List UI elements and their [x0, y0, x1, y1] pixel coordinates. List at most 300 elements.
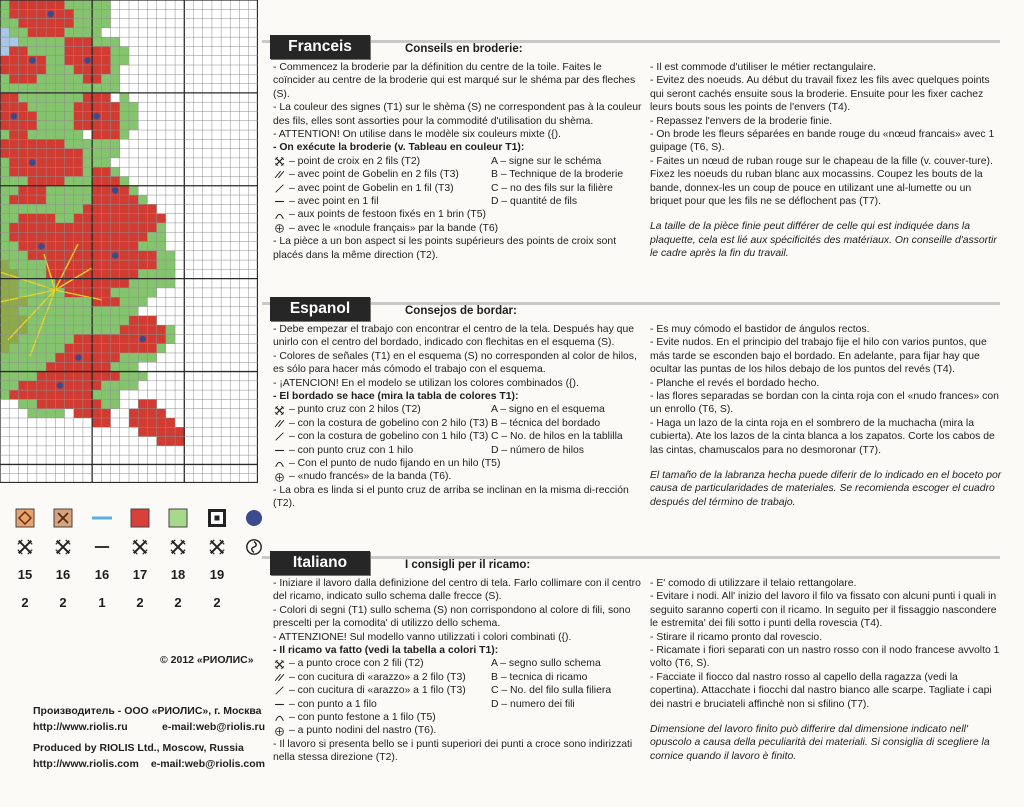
pattern-cell: [120, 334, 129, 343]
producer-en-contacts: [33, 758, 265, 770]
pattern-cell: [138, 372, 147, 381]
pattern-cell: [111, 149, 120, 158]
pattern-cell: [55, 149, 64, 158]
pattern-cell: [92, 288, 101, 297]
pattern-cell: [83, 204, 92, 213]
thread-code: 15: [17, 567, 33, 582]
french-knot-dot: [94, 113, 100, 119]
french-knot-dot: [112, 187, 118, 193]
pattern-cell: [28, 214, 37, 223]
stitch-description: – con cucitura di «arazzo» a 2 filo (T3): [289, 671, 466, 683]
pattern-cell: [28, 139, 37, 148]
pattern-cell: [129, 353, 138, 362]
pattern-cell: [129, 334, 138, 343]
pattern-cell: [120, 121, 129, 130]
pattern-cell: [83, 139, 92, 148]
pattern-cell: [9, 65, 18, 74]
pattern-cell: [74, 121, 83, 130]
pattern-cell: [138, 232, 147, 241]
pattern-cell: [0, 307, 9, 316]
pattern-cell: [9, 288, 18, 297]
pattern-cell: [55, 344, 64, 353]
pattern-cell: [65, 372, 74, 381]
pattern-cell: [74, 37, 83, 46]
pattern-cell: [111, 399, 120, 408]
pattern-cell: [111, 362, 120, 371]
stitch-description: – con la costura de gobelino con 1 hilo (T3): [289, 431, 489, 443]
pattern-cell: [83, 102, 92, 111]
pattern-cell: [120, 307, 129, 316]
pattern-cell: [28, 251, 37, 260]
pattern-cell: [83, 195, 92, 204]
pattern-cell: [92, 242, 101, 251]
pattern-cell: [65, 149, 74, 158]
pattern-cell: [9, 307, 18, 316]
tip-paragraph: - Evitez des noeuds. Au début du travail fixez les fils avec quelques points qui seront cachés ensuite sous la broderie. Ensuite pour les fixer cachez leurs bouts sous les points de l'envers (T4).: [650, 75, 990, 114]
pattern-cell: [101, 334, 110, 343]
tip-paragraph: - Repassez l'envers de la broderie finie.: [650, 115, 833, 127]
stitch-description: – a punto croce con 2 fili (T2): [289, 658, 424, 670]
pattern-cell: [37, 84, 46, 93]
pattern-cell: [129, 418, 138, 427]
pattern-cell: [101, 418, 110, 427]
section-spanish: [262, 297, 1024, 537]
pattern-cell: [55, 102, 64, 111]
pattern-cell: [157, 214, 166, 223]
pattern-cell: [9, 176, 18, 185]
pattern-cell: [157, 409, 166, 418]
tip-paragraph: - Debe empezar el trabajo con encontrar el centro de la tela. Después hay que unirlo con el centro del bordado, indicado con flechitas en el esquema (S).: [273, 324, 634, 349]
pattern-cell: [37, 372, 46, 381]
pattern-cell: [0, 19, 9, 28]
pattern-cell: [9, 149, 18, 158]
pattern-cell: [166, 437, 175, 446]
embroidery-pattern-chart: [0, 0, 258, 483]
pattern-cell: [101, 242, 110, 251]
pattern-cell: [65, 307, 74, 316]
pattern-cell: [9, 46, 18, 55]
pattern-cell: [120, 204, 129, 213]
pattern-cell: [18, 195, 27, 204]
french-knot-dot: [57, 382, 63, 388]
pattern-cell: [74, 65, 83, 74]
pattern-cell: [28, 232, 37, 241]
pattern-cell: [46, 372, 55, 381]
pattern-cell: [120, 288, 129, 297]
pattern-cell: [101, 84, 110, 93]
pattern-cell: [92, 204, 101, 213]
pattern-cell: [83, 167, 92, 176]
pattern-cell: [83, 232, 92, 241]
pattern-cell: [147, 214, 156, 223]
pattern-cell: [111, 372, 120, 381]
cross-stitch-icon: [10, 536, 40, 558]
pattern-cell: [74, 111, 83, 120]
pattern-cell: [0, 195, 9, 204]
pattern-cell: [55, 390, 64, 399]
pattern-cell: [55, 242, 64, 251]
stitch-description: – con punto cruz con 1 hilo: [289, 444, 414, 456]
pattern-cell: [101, 297, 110, 306]
french-knot-dot: [11, 113, 17, 119]
orange-diamond-swatch-icon: [10, 507, 40, 529]
pattern-cell: [111, 353, 120, 362]
pattern-cell: [46, 102, 55, 111]
pattern-cell: [92, 223, 101, 232]
pattern-cell: [65, 121, 74, 130]
pattern-cell: [111, 297, 120, 306]
pattern-cell: [120, 372, 129, 381]
pattern-cell: [65, 158, 74, 167]
pattern-cell: [101, 409, 110, 418]
pattern-cell: [111, 102, 120, 111]
pattern-cell: [9, 37, 18, 46]
tip-paragraph: - Es muy cómodo el bastidor de ángulos rectos.: [650, 324, 870, 335]
tip-paragraph: - On exécute la broderie (v. Tableau en couleur T1):: [273, 142, 525, 154]
pattern-cell: [111, 334, 120, 343]
pattern-cell: [111, 316, 120, 325]
pattern-cell: [120, 251, 129, 260]
pattern-cell: [166, 325, 175, 334]
pattern-cell: [83, 37, 92, 46]
pattern-cell: [28, 223, 37, 232]
pattern-cell: [65, 204, 74, 213]
pattern-cell: [83, 325, 92, 334]
pattern-cell: [83, 186, 92, 195]
pattern-cell: [37, 158, 46, 167]
tip-paragraph: - Evite nudos. En el principio del trabajo fije el hilo con varios puntos, que más tarde se esconden bajo el bordado. En adelante, para fijar hay que ocultar las puntas de los hilos debajo de los puntos del revés (T4).: [650, 337, 987, 376]
strand-count: 2: [213, 595, 221, 610]
pattern-cell: [0, 121, 9, 130]
pattern-cell: [101, 102, 110, 111]
pattern-cell: [37, 37, 46, 46]
pattern-cell: [120, 232, 129, 241]
pattern-cell: [0, 28, 9, 37]
pattern-cell: [157, 269, 166, 278]
pattern-cell: [83, 242, 92, 251]
cross-stitch-icon: [125, 536, 155, 558]
email-link-ru[interactable]: e-mail:web@riolis.ru: [161, 721, 265, 733]
pattern-cell: [92, 279, 101, 288]
tips-column-left: [273, 323, 643, 511]
pattern-cell: [120, 111, 129, 120]
pattern-cell: [92, 130, 101, 139]
pattern-cell: [92, 381, 101, 390]
tip-paragraph: - Colores de señales (T1) en el esquema (S) no corresponden al color de hilos, es sólo para hacer más cómodo el trabajo con el esquema.: [273, 350, 637, 376]
pattern-cell: [74, 223, 83, 232]
pattern-cell: [55, 214, 64, 223]
pattern-cell: [37, 102, 46, 111]
backstitch-icon: [273, 699, 289, 710]
pattern-cell: [55, 204, 64, 213]
pattern-cell: [120, 260, 129, 269]
pattern-cell: [65, 65, 74, 74]
stitch-description: – «nudo francés» de la banda (T6).: [289, 471, 452, 483]
pattern-cell: [18, 260, 27, 269]
pattern-cell: [37, 232, 46, 241]
pattern-cell: [92, 139, 101, 148]
pattern-cell: [28, 19, 37, 28]
pattern-cell: [46, 111, 55, 120]
pattern-cell: [55, 186, 64, 195]
pattern-cell: [101, 325, 110, 334]
pattern-cell: [65, 167, 74, 176]
pattern-cell: [0, 334, 9, 343]
pattern-cell: [46, 158, 55, 167]
section-heading: I consigli per il ricamo:: [405, 559, 531, 571]
pattern-cell: [46, 139, 55, 148]
table-key-description: B – tecnica di ricamo: [491, 671, 588, 683]
french-knot-dot: [47, 11, 53, 17]
pattern-cell: [120, 242, 129, 251]
pattern-cell: [46, 37, 55, 46]
pattern-cell: [18, 37, 27, 46]
pattern-cell: [83, 334, 92, 343]
pattern-cell: [147, 260, 156, 269]
french-knot-icon: [273, 223, 289, 234]
pattern-cell: [147, 279, 156, 288]
pattern-cell: [65, 176, 74, 185]
pattern-cell: [55, 56, 64, 65]
website-link-com[interactable]: http://www.riolis.com: [33, 758, 139, 770]
pattern-cell: [0, 0, 9, 9]
pattern-cell: [83, 251, 92, 260]
pattern-cell: [129, 186, 138, 195]
pattern-cell: [138, 344, 147, 353]
half-stitch-icon: [273, 431, 289, 442]
pattern-cell: [28, 65, 37, 74]
pattern-cell: [46, 176, 55, 185]
pattern-cell: [74, 9, 83, 18]
pattern-cell: [9, 139, 18, 148]
pattern-cell: [101, 0, 110, 9]
pattern-cell: [138, 427, 147, 436]
pattern-cell: [92, 307, 101, 316]
pattern-cell: [0, 362, 9, 371]
tan-cross-swatch-icon: [48, 507, 78, 529]
pattern-cell: [55, 297, 64, 306]
pattern-cell: [28, 102, 37, 111]
pattern-cell: [18, 399, 27, 408]
pattern-cell: [92, 260, 101, 269]
stitch-description: – con punto festone a 1 filo (T5): [289, 712, 436, 723]
tip-paragraph: - El bordado se hace (mira la tabla de colores T1):: [273, 391, 519, 403]
pattern-cell: [46, 242, 55, 251]
pattern-cell: [111, 307, 120, 316]
pattern-cell: [0, 251, 9, 260]
pattern-cell: [9, 121, 18, 130]
pattern-cell: [9, 232, 18, 241]
pattern-cell: [92, 399, 101, 408]
website-link-ru[interactable]: http://www.riolis.ru: [33, 721, 128, 733]
pattern-cell: [55, 111, 64, 120]
cross-stitch-icon: [48, 536, 78, 558]
pattern-cell: [18, 353, 27, 362]
pattern-cell: [55, 223, 64, 232]
stitch-legend-row: [273, 182, 643, 195]
pattern-cell: [83, 19, 92, 28]
cross-stitch-icon: [273, 405, 289, 416]
pattern-cell: [65, 195, 74, 204]
pattern-cell: [28, 325, 37, 334]
pattern-cell: [120, 176, 129, 185]
table-key-description: C – No. del filo sulla filiera: [491, 685, 612, 697]
pattern-cell: [46, 316, 55, 325]
pattern-cell: [55, 307, 64, 316]
stitch-legend-row: [273, 208, 643, 221]
pattern-cell: [18, 102, 27, 111]
tip-paragraph: - E' comodo di utilizzare il telaio rettangolare.: [650, 578, 857, 589]
pattern-cell: [74, 214, 83, 223]
pattern-cell: [28, 353, 37, 362]
pattern-cell: [74, 334, 83, 343]
stitch-legend-row: [273, 671, 643, 684]
stitch-legend-row: [273, 684, 643, 697]
pattern-cell: [138, 418, 147, 427]
pattern-cell: [147, 242, 156, 251]
pattern-cell: [37, 9, 46, 18]
pattern-cell: [65, 381, 74, 390]
pattern-cell: [101, 56, 110, 65]
pattern-cell: [83, 362, 92, 371]
green-square-swatch-icon: [163, 507, 193, 529]
tip-paragraph: - Evitare i nodi. All' inizio del lavoro il filo va fissato con alcuni punti i quali in seguito saranno coperti con il ricamo. In seguito per il fissaggio nascondere le estremita' dei fili sotto i punti della rovescia (T4).: [650, 591, 997, 630]
pattern-cell: [46, 381, 55, 390]
pattern-cell: [65, 186, 74, 195]
pattern-cell: [101, 149, 110, 158]
pattern-cell: [0, 390, 9, 399]
pattern-cell: [37, 223, 46, 232]
pattern-cell: [65, 362, 74, 371]
pattern-cell: [0, 9, 9, 18]
pattern-cell: [18, 186, 27, 195]
pattern-cell: [37, 409, 46, 418]
pattern-cell: [37, 390, 46, 399]
pattern-cell: [138, 297, 147, 306]
pattern-cell: [111, 65, 120, 74]
pattern-cell: [111, 176, 120, 185]
pattern-cell: [55, 0, 64, 9]
pattern-cell: [46, 93, 55, 102]
pattern-cell: [74, 93, 83, 102]
pattern-cell: [18, 344, 27, 353]
pattern-cell: [157, 251, 166, 260]
pattern-cell: [92, 214, 101, 223]
pattern-cell: [55, 158, 64, 167]
pattern-cell: [138, 353, 147, 362]
pattern-cell: [166, 279, 175, 288]
pattern-cell: [120, 214, 129, 223]
pattern-cell: [9, 279, 18, 288]
pattern-cell: [92, 28, 101, 37]
pattern-cell: [101, 186, 110, 195]
pattern-cell: [9, 102, 18, 111]
half-stitch-icon: [273, 685, 289, 696]
pattern-cell: [83, 372, 92, 381]
stitch-description: – avec point de Gobelin en 2 fils (T3): [289, 169, 459, 181]
pattern-cell: [147, 269, 156, 278]
pattern-cell: [138, 288, 147, 297]
pattern-cell: [65, 334, 74, 343]
pattern-cell: [129, 102, 138, 111]
pattern-cell: [37, 176, 46, 185]
pattern-cell: [74, 260, 83, 269]
pattern-cell: [101, 344, 110, 353]
pattern-cell: [157, 437, 166, 446]
table-key-description: A – signo en el esquema: [491, 404, 605, 416]
pattern-cell: [83, 399, 92, 408]
pattern-cell: [92, 251, 101, 260]
pattern-cell: [65, 214, 74, 223]
pattern-cell: [18, 204, 27, 213]
pattern-cell: [101, 37, 110, 46]
pattern-cell: [37, 344, 46, 353]
pattern-cell: [55, 334, 64, 343]
pattern-cell: [55, 353, 64, 362]
pattern-cell: [9, 344, 18, 353]
pattern-cell: [92, 325, 101, 334]
stitch-description: – punto cruz con 2 hilos (T2): [289, 404, 421, 416]
pattern-cell: [46, 232, 55, 241]
pattern-cell: [111, 279, 120, 288]
pattern-cell: [0, 344, 9, 353]
pattern-cell: [111, 325, 120, 334]
pattern-cell: [111, 121, 120, 130]
tip-paragraph: - Il est commode d'utiliser le métier rectangulaire.: [650, 62, 877, 73]
pattern-cell: [9, 93, 18, 102]
pattern-cell: [55, 121, 64, 130]
french-knot-dot: [29, 57, 35, 63]
email-link-com[interactable]: e-mail:web@riolis.com: [150, 758, 265, 770]
producer-en-line: Produced by RIOLIS Ltd., Moscow, Russia: [33, 742, 244, 754]
backstitch-icon: [87, 536, 117, 558]
pattern-cell: [147, 427, 156, 436]
stitch-description: – con punto a 1 filo: [289, 698, 377, 710]
pattern-cell: [111, 242, 120, 251]
pattern-cell: [65, 316, 74, 325]
pattern-cell: [37, 149, 46, 158]
pattern-cell: [74, 204, 83, 213]
pattern-cell: [74, 167, 83, 176]
pattern-cell: [83, 316, 92, 325]
table-key-description: C – No. de hilos en la tablilla: [491, 431, 623, 443]
festoon-stitch-icon: [273, 712, 289, 723]
pattern-cell: [157, 242, 166, 251]
tip-paragraph: - Facciate il fiocco dal nastro rosso al capello della ragazza (vedi la copertina). Attacchate i fiocchi dal nastro bianco alle scarpe. Tagliate i capi dei nastri e bruciateli affinchè non si sfilino (T7).: [650, 671, 992, 710]
strand-count: 2: [59, 595, 67, 610]
pattern-cell: [28, 399, 37, 408]
pattern-cell: [129, 260, 138, 269]
french-knot-dot: [29, 159, 35, 165]
pattern-cell: [120, 102, 129, 111]
pattern-cell: [18, 121, 27, 130]
pattern-cell: [9, 74, 18, 83]
pattern-cell: [83, 121, 92, 130]
pattern-cell: [28, 260, 37, 269]
pattern-cell: [147, 418, 156, 427]
stitch-legend-row: [273, 470, 643, 483]
pattern-cell: [101, 176, 110, 185]
tips-column-right: [650, 577, 1002, 763]
pattern-cell: [28, 130, 37, 139]
pattern-cell: [101, 74, 110, 83]
pattern-cell: [111, 37, 120, 46]
pattern-cell: [18, 74, 27, 83]
pattern-cell: [138, 399, 147, 408]
pattern-cell: [92, 102, 101, 111]
pattern-cell: [9, 223, 18, 232]
pattern-cell: [129, 279, 138, 288]
